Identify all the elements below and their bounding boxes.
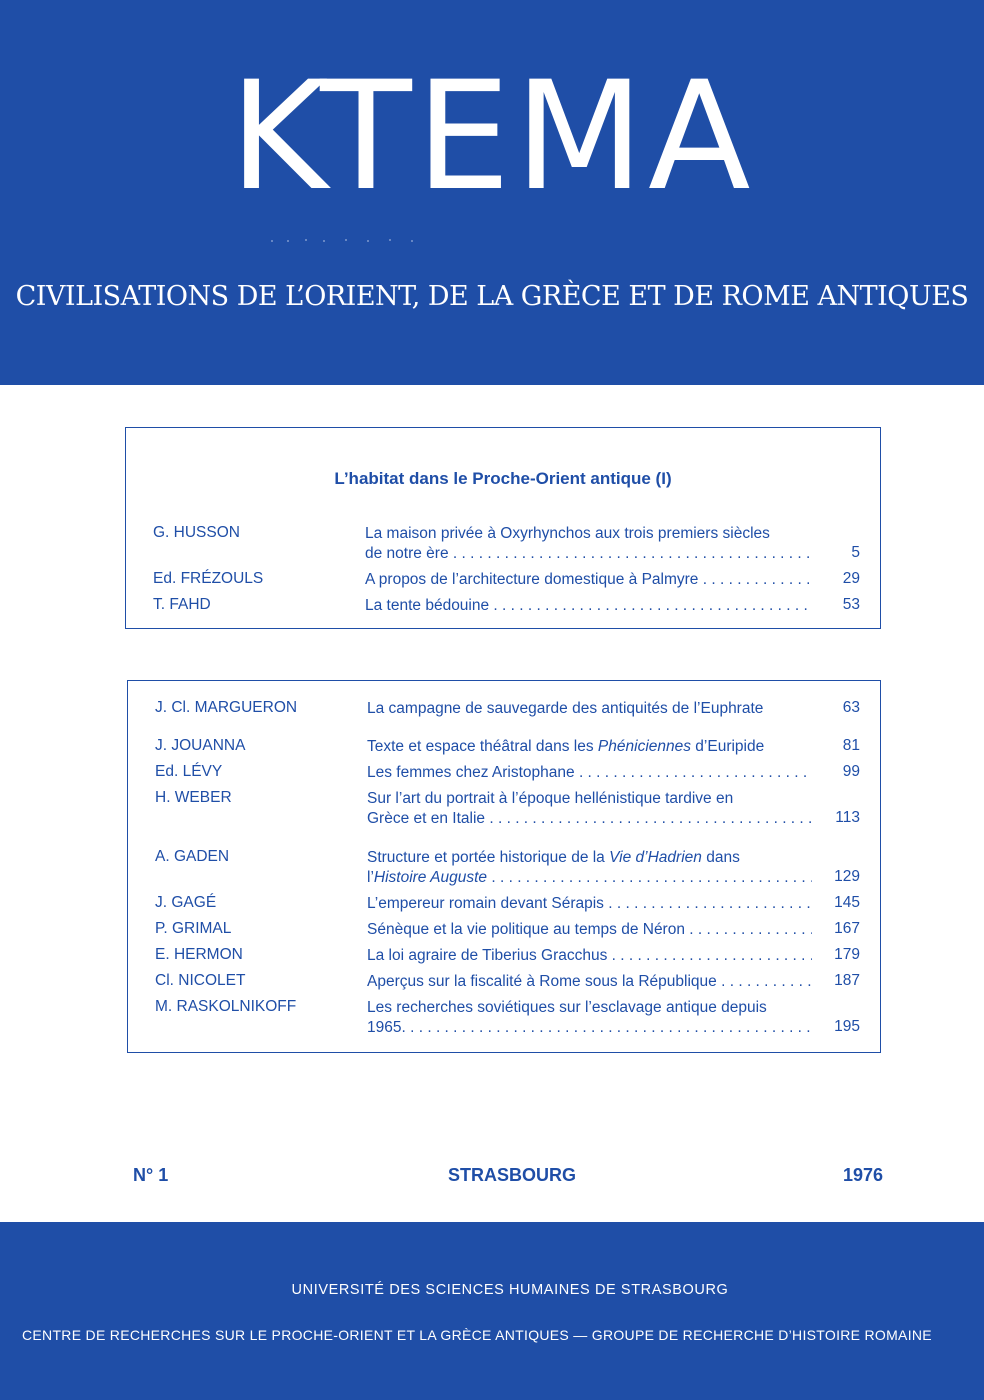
toc-author: Ed. FRÉZOULS: [153, 570, 264, 587]
university-name: UNIVERSITÉ DES SCIENCES HUMAINES DE STRASBOURG: [291, 1282, 729, 1298]
toc-box-thematic: [125, 427, 881, 629]
issue-line: [0, 1165, 984, 1189]
toc-title-line2: l’Histoire Auguste . . .: [367, 868, 812, 888]
toc-author: G. HUSSON: [153, 524, 240, 541]
toc-title: Sénèque et la vie politique au temps de Néron . . .: [367, 920, 812, 940]
toc-page: 81: [842, 737, 860, 754]
toc-title: Sur l’art du portrait à l’époque hellénistique tardive en: [367, 790, 734, 807]
toc-author: A. GADEN: [155, 848, 230, 865]
toc-title-line2: de notre ère . . .: [365, 544, 810, 564]
publication-city: STRASBOURG: [447, 1165, 576, 1185]
toc-author: M. RASKOLNIKOFF: [155, 998, 297, 1015]
toc-title: Texte et espace théâtral dans les Phéniciennes d’Euripide: [367, 738, 765, 755]
toc-author: J. Cl. MARGUERON: [155, 699, 298, 716]
toc-author: H. WEBER: [155, 789, 232, 806]
cover-bottom-band: [0, 1222, 984, 1400]
section-title: L’habitat dans le Proche-Orient antique (I): [334, 469, 672, 488]
toc-author: E. HERMON: [155, 946, 243, 963]
toc-page: 167: [834, 920, 860, 937]
speckle-decoration: [268, 238, 428, 244]
toc-title: Structure et portée historique de la Vie d’Hadrien dans: [367, 849, 740, 866]
journal-title: KTEMA: [229, 50, 755, 224]
toc-page: 129: [834, 868, 860, 885]
toc-title: L’empereur romain devant Sérapis . . .: [367, 894, 812, 914]
toc-page: 113: [835, 809, 860, 826]
toc-box-varia: [127, 680, 881, 1053]
toc-title: Aperçus sur la fiscalité à Rome sous la République . . .: [367, 972, 812, 992]
toc-title: La campagne de sauvegarde des antiquités de l’Euphrate: [367, 700, 764, 717]
toc-page: 195: [834, 1018, 860, 1035]
toc-title-line2: Grèce et en Italie . . .: [367, 809, 812, 829]
issue-number: N° 1: [133, 1165, 169, 1185]
toc-author: Cl. NICOLET: [155, 972, 246, 989]
toc-title: La loi agraire de Tiberius Gracchus . . .: [367, 946, 812, 966]
toc-title: Les recherches soviétiques sur l’esclavage antique depuis: [367, 999, 767, 1016]
toc-title-line2: 1965. . . .: [367, 1018, 812, 1038]
toc-page: 187: [834, 972, 860, 989]
toc-author: J. JOUANNA: [155, 737, 246, 754]
toc-page: 53: [842, 596, 860, 613]
toc-page: 29: [842, 570, 860, 587]
toc-author: P. GRIMAL: [155, 920, 232, 937]
publication-year: 1976: [843, 1165, 884, 1185]
toc-author: J. GAGÉ: [155, 894, 217, 911]
journal-subtitle: CIVILISATIONS DE L’ORIENT, DE LA GRÈCE ET DE ROME ANTIQUES: [15, 281, 969, 312]
toc-page: 145: [834, 894, 860, 911]
toc-title: A propos de l’architecture domestique à Palmyre . . .: [365, 570, 810, 590]
cover-top-band: [0, 0, 984, 385]
toc-title: Les femmes chez Aristophane . . .: [367, 763, 812, 783]
toc-title: La maison privée à Oxyrhynchos aux trois premiers siècles: [365, 525, 770, 542]
toc-title: La tente bédouine . . .: [365, 596, 810, 616]
toc-author: Ed. LÉVY: [155, 763, 223, 780]
toc-page: 179: [834, 946, 860, 963]
toc-page: 5: [851, 544, 860, 561]
toc-author: T. FAHD: [153, 596, 211, 613]
toc-page: 63: [842, 699, 860, 716]
research-centres: CENTRE DE RECHERCHES SUR LE PROCHE-ORIENT ET LA GRÈCE ANTIQUES — GROUPE DE RECHERCHE D’HISTOIRE ROMAINE: [22, 1327, 932, 1343]
toc-page: 99: [842, 763, 860, 780]
